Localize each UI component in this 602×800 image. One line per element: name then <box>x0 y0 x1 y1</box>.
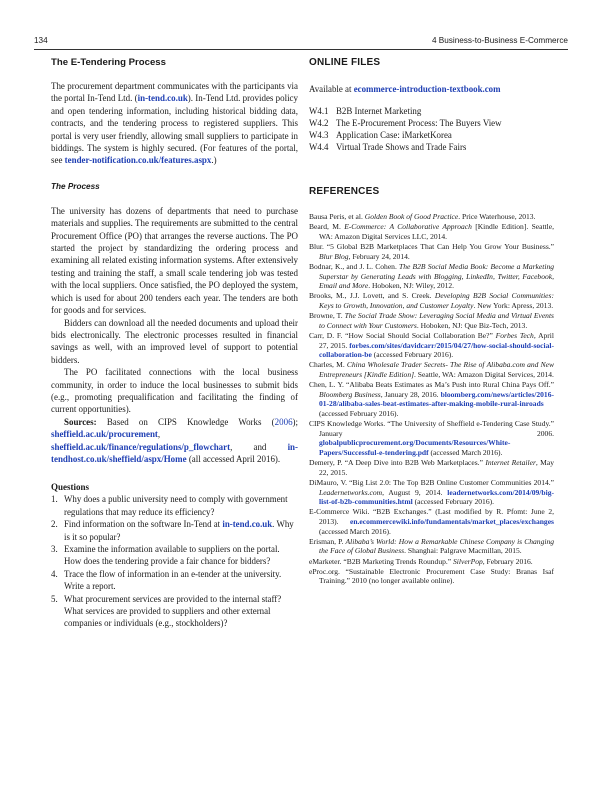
reference-text: [Kindle Edition]. Seattle, WA: Amazon Digital Services LLC, 2014. <box>319 222 554 241</box>
reference-text: , February 24, 2014. <box>348 251 410 261</box>
reference-title: Developing B2B Social Communities: Keys to Growth, Innovation, and Customer Loyalty <box>319 291 554 310</box>
question-text: . Why is it so popular? <box>64 519 294 542</box>
reference-link[interactable]: bloomberg.com/news/articles/2016-01-28/alibaba-sales-beat-estimates-after-making-mobile-rural-inroads <box>319 389 554 409</box>
reference-text: Carr, D. F. “How Social Should Social Collaboration Be?” <box>309 331 496 341</box>
text-run: Available at <box>309 84 354 94</box>
reference-text: , January 28, 2016. <box>380 389 441 399</box>
question-item <box>51 568 298 593</box>
question-number: 2. <box>51 519 58 530</box>
reference-text: . Seattle, WA: Amazon Digital Services, 2014. <box>414 370 554 379</box>
question-text: What procurement services are provided to the internal staff? What services are provided to suppliers and other external companies or individuals (e.g., stockholders)? <box>64 593 282 629</box>
reference-text: . Hoboken, NJ: Wiley, 2012. <box>368 281 455 291</box>
reference-text: Demery, P. “A Deep Dive into B2B Web Marketplaces.” <box>309 458 486 468</box>
reference-title: Alibaba’s World: How a Remarkable Chinese Company is Changing the Face of Global Business <box>319 536 554 556</box>
reference-title: E-Commerce: A Collaborative Approach <box>344 222 472 232</box>
paragraph-process: The university has dozens of departments that need to purchase materials and supplies. The requirements are submitted to the central Procurement Office (PO) that arranges the reverse auctions. The PO started the project by standardizing the ordering process and examining all related existing information systems. After extensively testing and training the staff, a small scale tendering job was tested with the local suppliers. Once satisfied, the PO deployed the system, which is used for about 200 tenders each year. The tenders are both for goods and for services. <box>51 205 298 316</box>
reference-text: (accessed March 2016). <box>428 447 503 457</box>
paragraph-bidders: Bidders can download all the needed documents and upload their bids electronically. The electronic processes resulted in financial savings as well, with an improved level of support to potential bidders. <box>51 317 298 365</box>
reference-text: eProc.org. “Sustainable Electronic Procurement Case Study: Branas Isaf Training.” 2010 (no longer available online). <box>309 566 554 586</box>
reference-item <box>309 360 554 379</box>
online-file-item[interactable] <box>309 105 554 117</box>
subsection-title: The Process <box>51 181 100 191</box>
reference-link[interactable]: globalpublicprocurement.org/Documents/Resources/White-Papers/Successful-e-tendering.pdf <box>319 438 511 457</box>
available-at <box>309 83 554 95</box>
question-item <box>51 593 298 630</box>
paragraph-community: The PO facilitated connections with the local business community, in order to induce the local businesses to submit bids (e.g., promoting prequalification and facilitating the finding of current opportunities). <box>51 367 298 415</box>
reference-item <box>309 458 554 477</box>
question-text: Find information on the software In-Tend at <box>64 519 223 530</box>
reference-text: Beard, M. <box>309 222 345 232</box>
online-files-list <box>309 105 554 153</box>
reference-item <box>309 311 554 330</box>
link-textbook-site[interactable]: ecommerce-introduction-textbook.com <box>353 84 501 94</box>
link-sheffield-finance[interactable]: sheffield.ac.uk/finance/regulations/p_flowchart <box>51 441 231 452</box>
reference-text: (accessed March 2016). <box>319 526 391 536</box>
question-text: Examine the information available to suppliers on the portal. How does the tendering provide a fair chance for bidders? <box>64 544 280 567</box>
file-title: Virtual Trade Shows and Trade Fairs <box>336 142 467 152</box>
reference-title: Forbes Tech <box>495 331 534 341</box>
reference-item <box>309 419 554 457</box>
file-title: The E-Procurement Process: The Buyers View <box>336 118 502 128</box>
questions-title: Questions <box>51 482 90 493</box>
link-sheffield-procurement[interactable]: sheffield.ac.uk/procurement <box>51 429 158 440</box>
questions-list <box>51 493 298 629</box>
reference-text: . Hoboken, NJ: Que Biz-Tech, 2013. <box>416 320 528 330</box>
reference-item <box>309 567 554 586</box>
reference-title: The Social Trade Show: Leveraging Social Media and Virtual Events to Connect with Your Customers <box>319 311 554 330</box>
question-text: Trace the flow of information in an e-tender at the university. Write a report. <box>64 568 282 592</box>
reference-link[interactable]: forbes.com/sites/davidcarr/2015/04/27/how-social-should-social-collaboration-be <box>319 340 554 360</box>
question-number: 4. <box>51 568 58 579</box>
file-title: B2B Internet Marketing <box>336 106 422 116</box>
reference-title: SilverPop <box>453 556 483 566</box>
page-header <box>34 33 568 49</box>
references-list <box>309 212 554 586</box>
reference-text: . New York: Apress, 2013. <box>473 300 554 310</box>
online-file-item[interactable] <box>309 117 554 129</box>
reference-item <box>309 222 554 241</box>
reference-item <box>309 507 554 536</box>
online-file-item[interactable] <box>309 141 554 153</box>
paragraph-sources <box>51 416 298 466</box>
reference-text: . Price Waterhouse, 2013. <box>458 212 536 221</box>
text-run: , <box>157 429 161 440</box>
text-run: ); <box>292 416 298 427</box>
reference-title: Leadernetworks.com <box>319 487 383 497</box>
online-files-title: ONLINE FILES <box>309 57 381 68</box>
running-title: 4 Business-to-Business E-Commerce <box>431 36 568 45</box>
reference-title: The B2B Social Media Book: Become a Marketing Superstar by Generating Leads with Blogging, LinkedIn, Twitter, Facebook, Email and More <box>319 261 554 291</box>
reference-item <box>309 380 554 418</box>
reference-text: , May 22, 2015. <box>319 458 554 477</box>
text-run: The procurement department communicates with the participants via the portal In-Tend Ltd. ( <box>51 81 298 104</box>
reference-item <box>309 242 554 261</box>
reference-item <box>309 291 554 310</box>
reference-title: Golden Book of Good Practice <box>364 212 459 221</box>
reference-text: CIPS Knowledge Works. “The University of Sheffield e-Tendering Case Study.” January 2006. <box>309 419 554 438</box>
text-run: .) <box>211 155 217 166</box>
section-title: The E-Tendering Process <box>51 57 166 68</box>
question-item <box>51 518 298 543</box>
reference-title: China Wholesale Trader Secrets- The Rise of Alibaba.com and New Entrepreneurs [Kindle Edition] <box>319 360 554 379</box>
file-code: W4.1 <box>309 106 329 116</box>
reference-item <box>309 331 554 360</box>
reference-text: , April 27, 2015. <box>319 331 555 350</box>
question-item <box>51 543 298 568</box>
reference-text: Erisman, P. <box>309 536 346 546</box>
reference-text: E-Commerce Wiki. “B2B Exchanges.” (Last modified by R. Pfomt: June 2, 2013). <box>309 507 554 526</box>
question-number: 1. <box>51 494 58 505</box>
text-run: Based on CIPS Knowledge Works ( <box>96 416 275 427</box>
link-tender-notification[interactable]: tender-notification.co.uk/features.aspx <box>64 155 212 166</box>
reference-text: Bausa Peris, et al. <box>309 212 365 221</box>
right-column <box>309 57 554 587</box>
file-code: W4.2 <box>309 118 329 128</box>
question-text: Why does a public university need to comply with government regulations that may reduce its efficiency? <box>64 494 288 517</box>
reference-text: (accessed February 2016). <box>412 497 495 507</box>
question-number: 3. <box>51 544 58 554</box>
reference-text: , February 2016. <box>482 556 533 566</box>
reference-text: Browne, T. <box>309 311 345 321</box>
reference-text: DiMauro, V. “Big List 2.0: The Top B2B Online Customer Communities 2014.” <box>309 478 554 488</box>
reference-item <box>309 557 554 567</box>
link-in-tend-question[interactable]: in-tend.co.uk <box>222 519 273 530</box>
file-title: Application Case: iMarketKorea <box>336 130 452 140</box>
question-number: 5. <box>51 593 58 604</box>
reference-item <box>309 478 554 507</box>
reference-title: Bloomberg Business <box>319 389 381 399</box>
file-code: W4.3 <box>309 130 329 140</box>
reference-text: eMarketer. “B2B Marketing Trends Roundup.” <box>309 556 454 566</box>
reference-link[interactable]: en.ecommercewiki.info/fundamentals/market_places/exchanges <box>349 516 554 526</box>
paragraph-portal <box>51 80 298 167</box>
reference-title: Internet Retailer <box>485 458 536 468</box>
sources-label: Sources: <box>64 416 97 427</box>
references-title: REFERENCES <box>309 186 380 197</box>
file-code: W4.4 <box>309 142 329 152</box>
link-in-tendhost[interactable]: in-tendhost.co.uk/sheffield/aspx/Home <box>51 441 298 464</box>
reference-text: . Shanghai: Palgrave Macmillan, 2015. <box>404 546 522 556</box>
reference-text: Chen, L. Y. “Alibaba Beats Estimates as Ma’s Push into Rural China Pays Off.” <box>309 380 554 390</box>
reference-item <box>309 262 554 291</box>
link-year[interactable]: 2006 <box>274 416 293 427</box>
text-run: (all accessed April 2016). <box>186 453 281 464</box>
reference-link[interactable]: leadernetworks.com/2014/09/big-list-of-b2b-communities.html <box>319 487 554 507</box>
online-file-item[interactable] <box>309 129 554 141</box>
page-number: 134 <box>34 36 48 45</box>
reference-item <box>309 537 554 556</box>
reference-text: , August 9, 2014. <box>382 487 448 497</box>
text-run: ). In-Tend Ltd. provides policy and open tendering information, including historical bidding data, contracts, and the tendering process to registered suppliers. This portal is very user friendly, allowing small suppliers to participate in biddings. The system is highly secured. (For features of the portal, see <box>51 93 298 166</box>
header-rule <box>34 49 568 50</box>
reference-text: Charles, M. <box>309 360 347 370</box>
reference-text: (accessed February 2016). <box>319 408 399 418</box>
link-in-tend[interactable]: in-tend.co.uk <box>137 93 188 104</box>
reference-item <box>309 212 554 222</box>
left-column <box>51 57 298 630</box>
reference-text: (accessed February 2016). <box>371 350 454 360</box>
reference-title: Blur Blog <box>319 251 349 261</box>
reference-text: Bodnar, K., and J. L. Cohen. <box>309 261 400 271</box>
text-run: , and <box>230 441 288 452</box>
reference-text: Blur. “5 Global B2B Marketplaces That Can Help You Grow Your Business.” <box>309 242 554 252</box>
reference-text: Brooks, M., J.J. Lovett, and S. Creek. <box>309 291 435 301</box>
question-item <box>51 493 298 518</box>
